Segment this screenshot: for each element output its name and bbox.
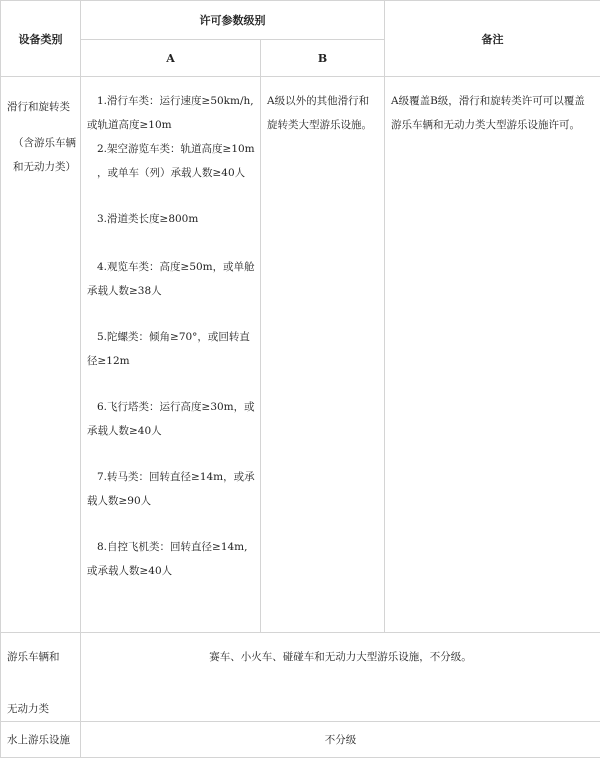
category-cell bbox=[1, 633, 81, 722]
table-row bbox=[1, 633, 600, 722]
category-main: 滑行和旋转类 bbox=[7, 101, 70, 113]
category-sub: （含游乐车辆和无动力类） bbox=[7, 131, 76, 179]
a-item: 4.观览车类：高度≥50m，或单舱 承载人数≥38人 bbox=[85, 255, 256, 303]
header-remark: 备注 bbox=[385, 1, 600, 77]
a-item: 8.自控飞机类：回转直径≥14m, 或承载人数≥40人 bbox=[85, 535, 256, 583]
a-item: 7.转马类：回转直径≥14m，或承 载人数≥90人 bbox=[85, 465, 256, 513]
header-col-b: B bbox=[261, 40, 385, 77]
category-line-1: 游乐车辆和 bbox=[7, 651, 60, 663]
span-cell: 赛车、小火车、碰碰车和无动力大型游乐设施，不分级。 bbox=[81, 633, 600, 722]
category-cell bbox=[1, 77, 81, 633]
remark-cell: A级覆盖B级，滑行和旋转类许可可以覆盖游乐车辆和无动力类大型游乐设施许可。 bbox=[385, 77, 600, 633]
a-item: 5.陀螺类：倾角≥70°，或回转直 径≥12m bbox=[85, 325, 256, 373]
a-item: 3.滑道类长度≥800m bbox=[85, 207, 256, 231]
span-cell: 不分级 bbox=[81, 722, 600, 758]
table-row bbox=[1, 722, 600, 758]
a-item: 2.架空游览车类：轨道高度≥10m ，或单车（列）承载人数≥40人 bbox=[85, 137, 256, 185]
table-row bbox=[1, 77, 600, 633]
category-line-2: 无动力类 bbox=[7, 697, 76, 721]
header-category: 设备类别 bbox=[1, 1, 81, 77]
a-item: 6.飞行塔类：运行高度≥30m，或 承载人数≥40人 bbox=[85, 395, 256, 443]
header-permit-level: 许可参数级别 bbox=[81, 1, 385, 40]
header-col-a: A bbox=[81, 40, 261, 77]
col-b-cell: A级以外的其他滑行和旋转类大型游乐设施。 bbox=[261, 77, 385, 633]
a-item: 1.滑行车类：运行速度≥50km/h, 或轨道高度≥10m bbox=[85, 89, 256, 137]
category-cell: 水上游乐设施 bbox=[1, 722, 81, 758]
col-a-cell bbox=[81, 77, 261, 633]
